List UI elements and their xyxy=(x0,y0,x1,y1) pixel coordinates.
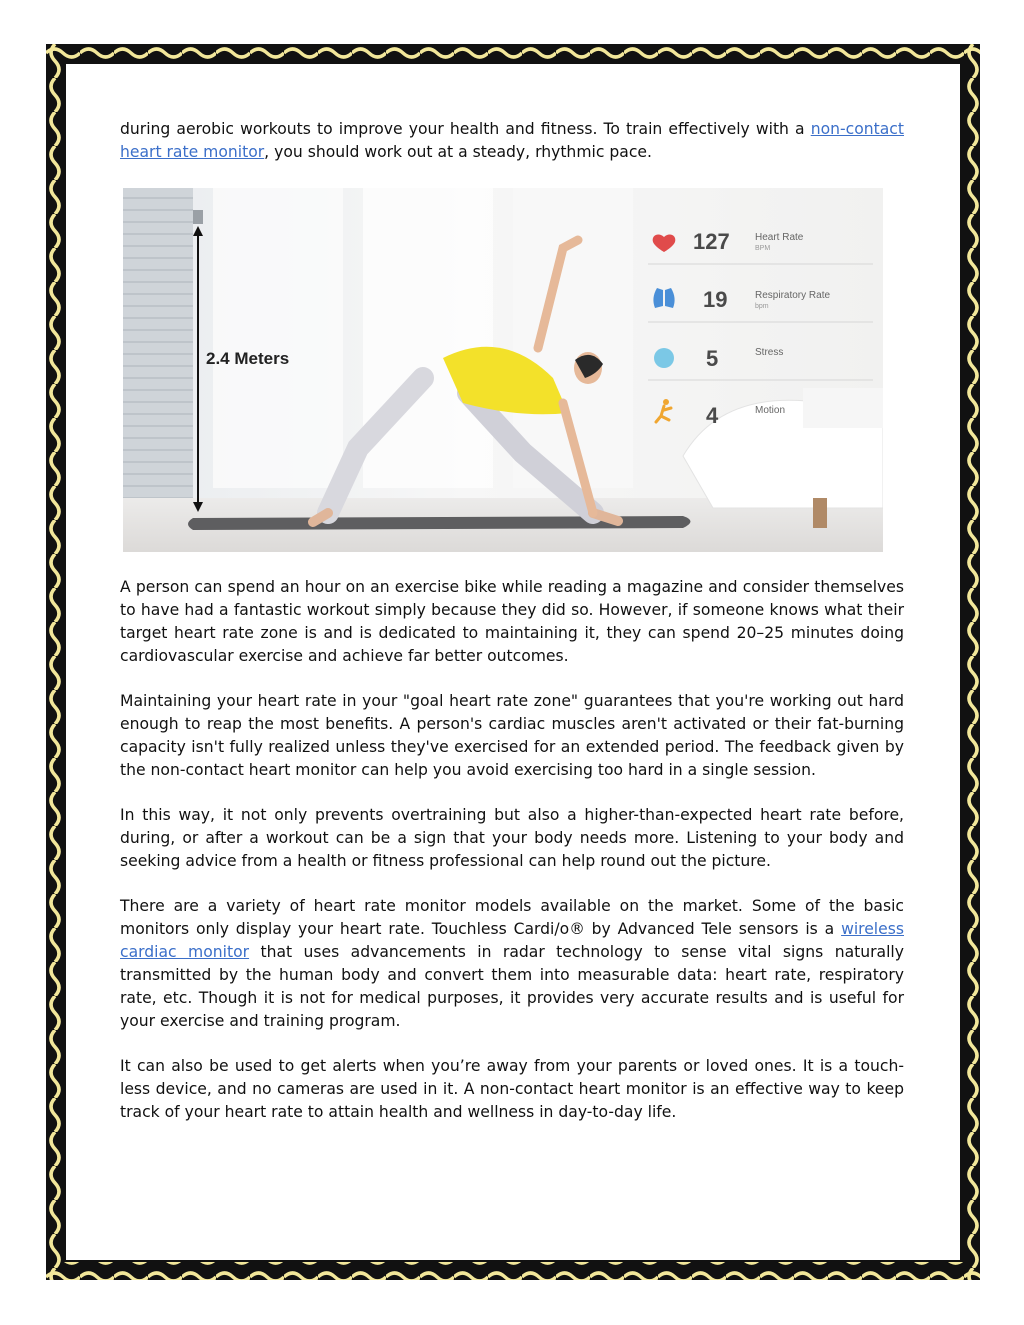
respiratory-rate-label: Respiratory Rate xyxy=(755,290,831,301)
paragraph-3: In this way, it not only prevents overtraining but also a higher-than-expected heart rate before, during, or after a workout can be a sign that your body needs more. Listening to your body and seeking advice from a health or fitness professional can help round out the picture. xyxy=(120,806,904,870)
stress-value: 5 xyxy=(706,346,719,371)
article-body xyxy=(120,118,904,164)
paragraph-4 xyxy=(120,895,904,1033)
height-label: 2.4 Meters xyxy=(206,349,290,368)
intro-text-2: , you should work out at a steady, rhythmic pace. xyxy=(264,143,652,161)
heart-rate-value: 127 xyxy=(693,229,730,254)
paragraph-4-text-1: There are a variety of heart rate monitor models available on the market. Some of the basic monitors only display your heart rate. Touchless Cardi/o® by Advanced Tele sensors is a xyxy=(120,897,904,938)
heart-rate-label: Heart Rate xyxy=(755,232,804,243)
motion-value: 4 xyxy=(706,403,719,428)
brain-icon xyxy=(654,348,674,368)
paragraph-2: Maintaining your heart rate in your "goal heart rate zone" guarantees that you're working out hard enough to reap the most benefits. A person's cardiac muscles aren't activated or their fat-burning capacity isn't fully realized unless they've exercised for an extended period. The feedback given by the non-contact heart monitor can help you avoid exercising too hard in a single session. xyxy=(120,692,904,779)
yoga-heart-monitor-image xyxy=(123,188,883,552)
respiratory-rate-unit: bpm xyxy=(755,303,769,310)
article-body-continued xyxy=(120,576,904,1124)
heart-rate-unit: BPM xyxy=(755,245,771,252)
window-blinds xyxy=(123,188,193,508)
intro-text-1: during aerobic workouts to improve your health and fitness. To train effectively with a xyxy=(120,120,811,138)
intro-paragraph xyxy=(120,118,904,164)
respiratory-rate-value: 19 xyxy=(703,287,728,312)
wireless-cardiac-monitor-link[interactable]: wireless cardiac monitor xyxy=(120,920,904,961)
paragraph-4-text-2: that uses advancements in radar technology to sense vital signs naturally transmitted by the human body and convert them into measurable data: heart rate, respiratory rate, etc. Though it is not for medical purposes, it provides very accurate results and is useful for your exercise and training program. xyxy=(120,943,904,1030)
radar-sensor-icon xyxy=(193,210,203,224)
paragraph-5: It can also be used to get alerts when you’re away from your parents or loved ones. It is a touch-less device, and no cameras are used in it. A non-contact heart monitor is an effective way to keep track of your heart rate to attain health and wellness in day-to-day life. xyxy=(120,1057,904,1121)
non-contact-heart-rate-monitor-link[interactable]: non-contact heart rate monitor xyxy=(120,120,904,161)
stress-label: Stress xyxy=(755,347,784,358)
paragraph-1: A person can spend an hour on an exercise bike while reading a magazine and consider themselves to have had a fantastic workout simply because they did so. However, if someone knows what their target heart rate zone is and is dedicated to maintaining it, they can spend 20–25 minutes doing cardiovascular exercise and achieve far better outcomes. xyxy=(120,578,904,665)
motion-label: Motion xyxy=(755,405,786,416)
